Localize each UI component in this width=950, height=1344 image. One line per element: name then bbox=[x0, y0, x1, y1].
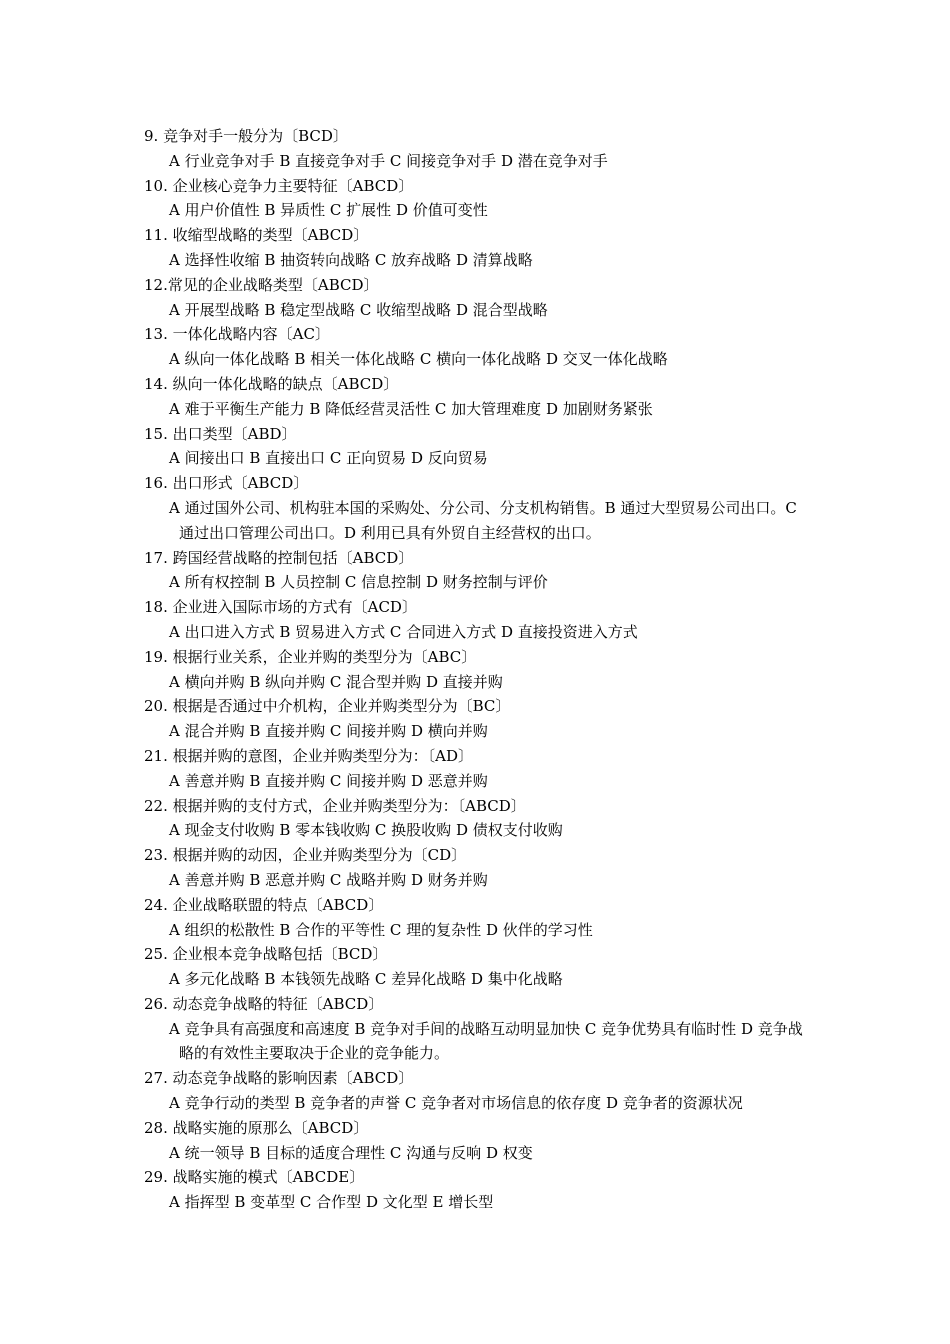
question-options: A 纵向一体化战略 B 相关一体化战略 C 横向一体化战略 D 交叉一体化战略 bbox=[169, 350, 668, 369]
question-options: A 选择性收缩 B 抽资转向战略 C 放弃战略 D 清算战略 bbox=[169, 250, 533, 269]
question-options: A 开展型战略 B 稳定型战略 C 收缩型战略 D 混合型战略 bbox=[169, 300, 548, 319]
question-text: 26. 动态竞争战略的特征〔ABCD〕 bbox=[144, 994, 384, 1013]
question-options: A 组织的松散性 B 合作的平等性 C 理的复杂性 D 伙伴的学习性 bbox=[169, 920, 593, 939]
question-text: 13. 一体化战略内容〔AC〕 bbox=[144, 325, 330, 344]
question-item bbox=[144, 1165, 814, 1215]
question-text: 29. 战略实施的模式〔ABCDE〕 bbox=[144, 1168, 365, 1187]
question-text: 22. 根据并购的支付方式，企业并购类型分为：〔ABCD〕 bbox=[144, 796, 526, 815]
question-text: 19. 根据行业关系，企业并购的类型分为〔ABC〕 bbox=[144, 647, 477, 666]
question-item bbox=[144, 893, 814, 943]
question-item bbox=[144, 322, 814, 372]
question-item bbox=[144, 645, 814, 695]
question-text: 9. 竞争对手一般分为〔BCD〕 bbox=[144, 127, 348, 145]
question-list bbox=[144, 124, 814, 1215]
question-text: 15. 出口类型〔ABD〕 bbox=[144, 424, 297, 443]
question-options: A 横向并购 B 纵向并购 C 混合型并购 D 直接并购 bbox=[169, 672, 503, 691]
question-item bbox=[144, 471, 814, 545]
question-item bbox=[144, 595, 814, 645]
question-text: 21. 根据并购的意图，企业并购类型分为：〔AD〕 bbox=[144, 746, 473, 765]
question-item bbox=[144, 223, 814, 273]
question-item bbox=[144, 124, 814, 174]
question-text: 16. 出口形式〔ABCD〕 bbox=[144, 474, 309, 493]
question-text: 14. 纵向一体化战略的缺点〔ABCD〕 bbox=[144, 374, 399, 393]
question-options: A 出口进入方式 B 贸易进入方式 C 合同进入方式 D 直接投资进入方式 bbox=[169, 622, 638, 641]
question-text: 18. 企业进入国际市场的方式有〔ACD〕 bbox=[144, 598, 417, 617]
question-text: 24. 企业战略联盟的特点〔ABCD〕 bbox=[144, 895, 384, 914]
question-item bbox=[144, 942, 814, 992]
question-options: A 所有权控制 B 人员控制 C 信息控制 D 财务控制与评价 bbox=[169, 573, 548, 592]
question-options: A 通过国外公司、机构驻本国的采购处、分公司、分支机构销售。B 通过大型贸易公司出口。C 通过出口管理公司出口。D 利用已具有外贸自主经营权的出口。 bbox=[169, 498, 797, 542]
question-item bbox=[144, 1066, 814, 1116]
question-text: 20. 根据是否通过中介机构，企业并购类型分为〔BC〕 bbox=[144, 697, 511, 716]
question-options: A 善意并购 B 直接并购 C 间接并购 D 恶意并购 bbox=[169, 771, 488, 790]
question-options: A 用户价值性 B 异质性 C 扩展性 D 价值可变性 bbox=[169, 201, 488, 220]
question-options: A 难于平衡生产能力 B 降低经营灵活性 C 加大管理难度 D 加剧财务紧张 bbox=[169, 399, 653, 418]
question-options: A 善意并购 B 恶意并购 C 战略并购 D 财务并购 bbox=[169, 870, 488, 889]
question-text: 11. 收缩型战略的类型〔ABCD〕 bbox=[144, 226, 369, 245]
question-item bbox=[144, 992, 814, 1066]
question-item bbox=[144, 1116, 814, 1166]
question-item bbox=[144, 372, 814, 422]
question-text: 12.常见的企业战略类型〔ABCD〕 bbox=[144, 275, 379, 294]
question-options: A 竞争具有高强度和高速度 B 竞争对手间的战略互动明显加快 C 竞争优势具有临时性 D 竞争战略的有效性主要取决于企业的竞争能力。 bbox=[169, 1019, 803, 1063]
question-item bbox=[144, 694, 814, 744]
question-options: A 指挥型 B 变革型 C 合作型 D 文化型 E 增长型 bbox=[169, 1193, 494, 1212]
question-options: A 现金支付收购 B 零本钱收购 C 换股收购 D 债权支付收购 bbox=[169, 821, 563, 840]
question-options: A 行业竞争对手 B 直接竞争对手 C 间接竞争对手 D 潜在竞争对手 bbox=[169, 151, 608, 170]
question-text: 28. 战略实施的原那么〔ABCD〕 bbox=[144, 1118, 369, 1137]
question-item bbox=[144, 174, 814, 224]
question-options: A 竞争行动的类型 B 竞争者的声誉 C 竞争者对市场信息的依存度 D 竞争者的资源状况 bbox=[169, 1094, 743, 1113]
question-text: 17. 跨国经营战略的控制包括〔ABCD〕 bbox=[144, 548, 414, 567]
question-item bbox=[144, 744, 814, 794]
question-item bbox=[144, 843, 814, 893]
question-item bbox=[144, 546, 814, 596]
question-item bbox=[144, 273, 814, 323]
question-options: A 统一领导 B 目标的适度合理性 C 沟通与反响 D 权变 bbox=[169, 1143, 533, 1162]
question-options: A 混合并购 B 直接并购 C 间接并购 D 横向并购 bbox=[169, 722, 488, 741]
question-item bbox=[144, 794, 814, 844]
question-item bbox=[144, 422, 814, 472]
question-text: 25. 企业根本竞争战略包括〔BCD〕 bbox=[144, 945, 388, 964]
question-options: A 间接出口 B 直接出口 C 正向贸易 D 反向贸易 bbox=[169, 449, 488, 468]
question-text: 27. 动态竞争战略的影响因素〔ABCD〕 bbox=[144, 1069, 414, 1088]
question-options: A 多元化战略 B 本钱领先战略 C 差异化战略 D 集中化战略 bbox=[169, 970, 563, 989]
question-text: 10. 企业核心竞争力主要特征〔ABCD〕 bbox=[144, 176, 414, 195]
question-text: 23. 根据并购的动因，企业并购类型分为〔CD〕 bbox=[144, 846, 467, 865]
